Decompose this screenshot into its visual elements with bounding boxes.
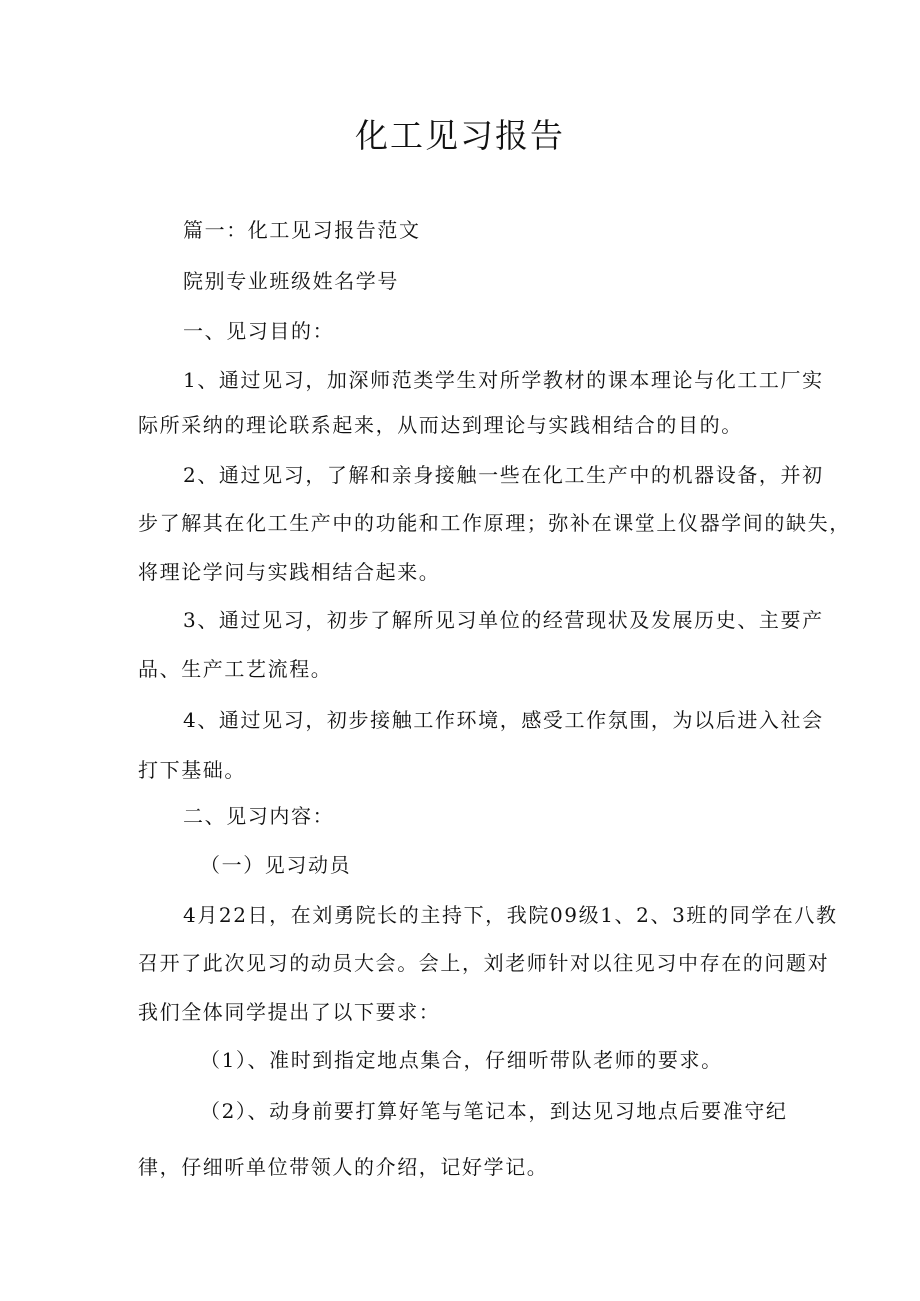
paragraph-line: 召开了此次见习的动员大会。会上，刘老师针对以往见习中存在的问题对	[138, 951, 830, 975]
section-heading-purpose: 一、见习目的：	[183, 319, 335, 343]
section-heading-article-one: 篇一：化工见习报告范文	[183, 218, 421, 242]
paragraph-line: 3、通过见习，初步了解所见习单位的经营现状及发展历史、主要产	[183, 608, 824, 632]
paragraph-line: 4月22日，在刘勇院长的主持下，我院09级1、2、3班的同学在八教	[183, 903, 838, 927]
paragraph-line: 1、通过见习，加深师范类学生对所学教材的课本理论与化工工厂实	[183, 368, 824, 392]
paragraph-line: 打下基础。	[138, 758, 246, 782]
document-title: 化工见习报告	[355, 116, 565, 155]
paragraph-line: 步了解其在化工生产中的功能和工作原理；弥补在课堂上仪器学间的缺失，	[138, 511, 851, 535]
paragraph-line: 将理论学问与实践相结合起来。	[138, 560, 441, 584]
list-item: （2）、动身前要打算好笔与笔记本，到达见习地点后要准守纪	[200, 1099, 788, 1123]
paragraph-line: 品、生产工艺流程。	[138, 657, 333, 681]
paragraph-line: 我们全体同学提出了以下要求：	[138, 1000, 441, 1024]
list-item: （1）、准时到指定地点集合，仔细听带队老师的要求。	[200, 1048, 723, 1072]
paragraph-line: 4、通过见习，初步接触工作环境，感受工作氛围，为以后进入社会	[183, 708, 824, 732]
section-heading-content: 二、见习内容：	[183, 804, 335, 828]
subsection-heading: （一）见习动员	[200, 853, 352, 877]
paragraph-line: 际所采纳的理论联系起来，从而达到理论与实践相结合的目的。	[138, 413, 743, 437]
info-line: 院别专业班级姓名学号	[183, 269, 399, 293]
paragraph-line: 2、通过见习，了解和亲身接触一些在化工生产中的机器设备，并初	[183, 463, 824, 487]
paragraph-line: 律，仔细听单位带领人的介绍，记好学记。	[138, 1155, 549, 1179]
